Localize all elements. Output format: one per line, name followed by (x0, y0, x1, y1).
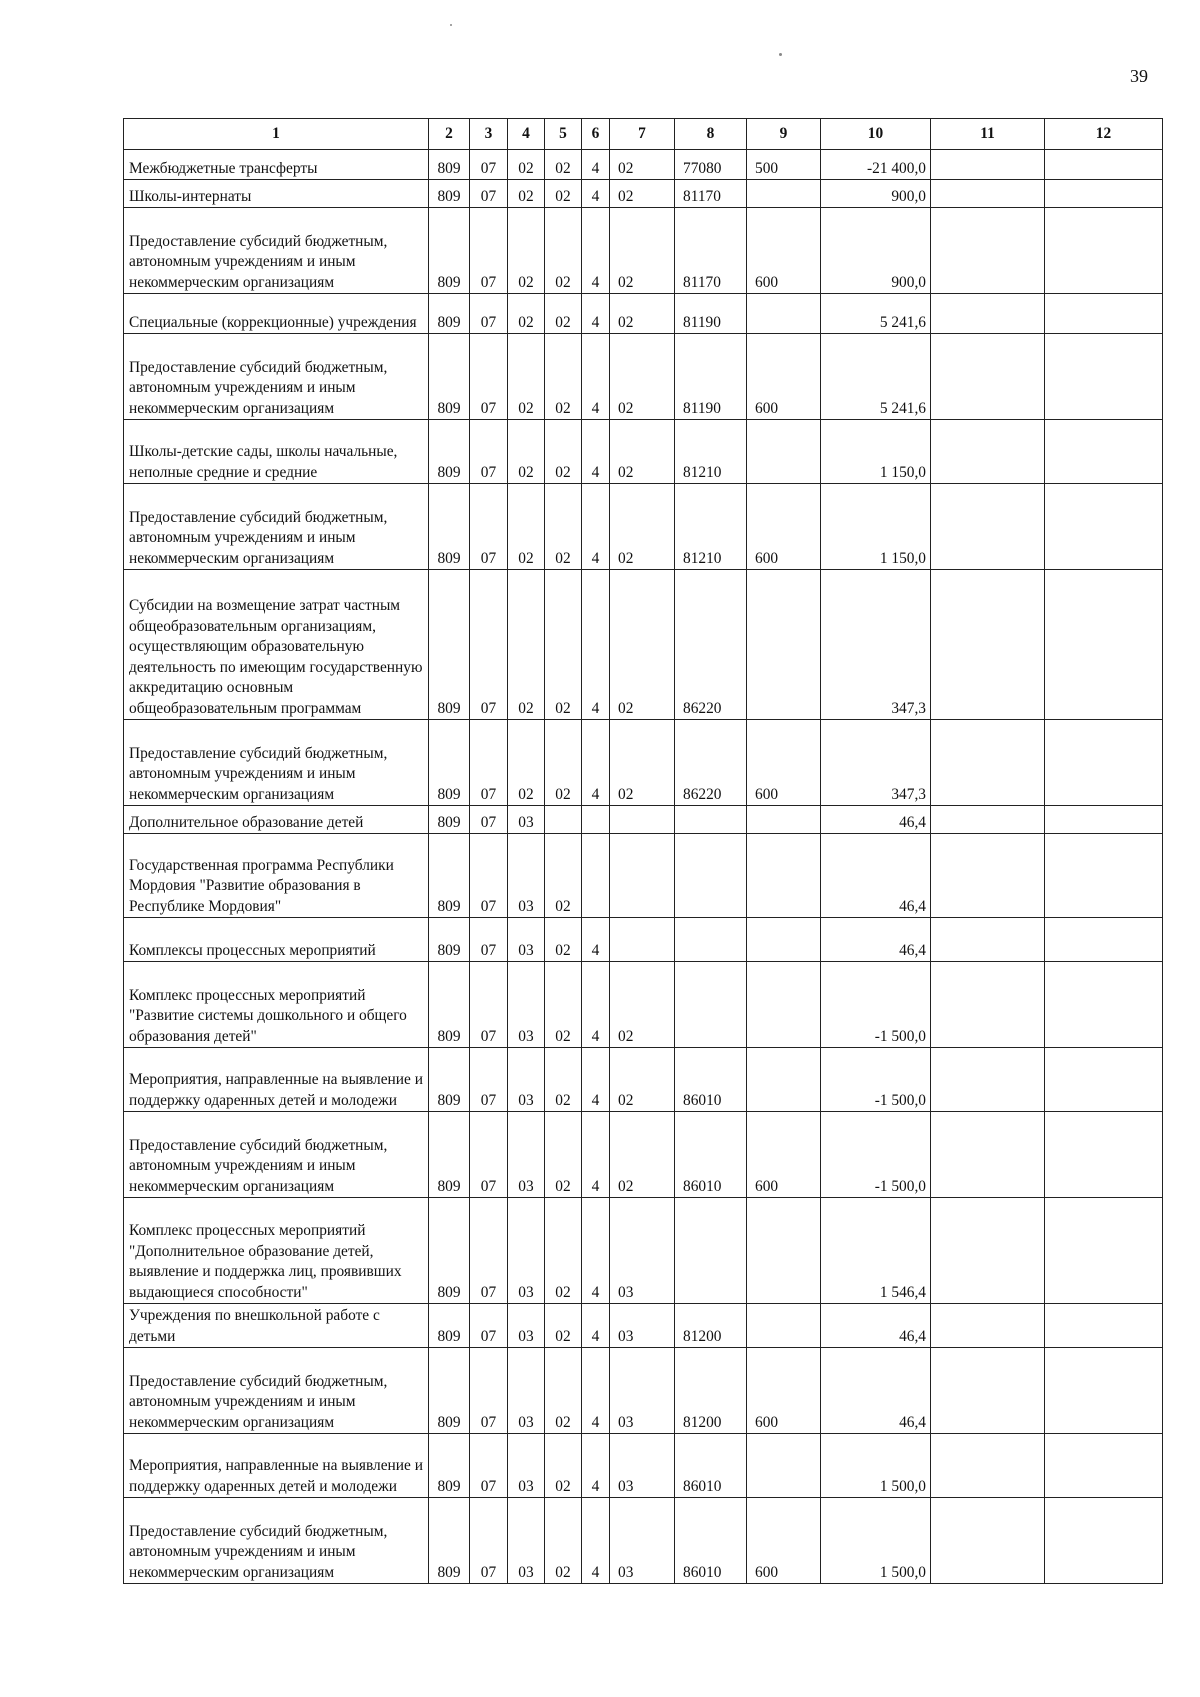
table-cell-col12 (1045, 294, 1163, 334)
table-cell-col7: 02 (610, 180, 675, 208)
row-name-cell: Школы-интернаты (124, 180, 429, 208)
table-cell-col11 (931, 420, 1045, 484)
table-row (124, 420, 1163, 484)
table-cell-col5: 02 (545, 208, 582, 294)
table-cell-col10: 46,4 (821, 918, 931, 962)
table-cell-col10: 46,4 (821, 1304, 931, 1348)
table-cell-col4: 03 (508, 1198, 545, 1304)
table-cell-col3: 07 (470, 180, 508, 208)
scan-speck (450, 24, 452, 26)
table-cell-col2: 809 (429, 208, 470, 294)
table-cell-col8: 77080 (675, 150, 747, 180)
table-cell-col2: 809 (429, 1434, 470, 1498)
table-cell-col9 (747, 1048, 821, 1112)
table-cell-col7: 02 (610, 1048, 675, 1112)
table-cell-col10: -1 500,0 (821, 962, 931, 1048)
row-name-cell: Межбюджетные трансферты (124, 150, 429, 180)
table-cell-col12 (1045, 484, 1163, 570)
table-cell-col2: 809 (429, 1304, 470, 1348)
table-cell-col10: 46,4 (821, 806, 931, 834)
table-cell-col12 (1045, 150, 1163, 180)
table-cell-col10: 1 150,0 (821, 484, 931, 570)
table-header-row (124, 119, 1163, 150)
table-cell-col6: 4 (582, 208, 610, 294)
table-cell-col3: 07 (470, 420, 508, 484)
table-row (124, 334, 1163, 420)
table-cell-col9 (747, 834, 821, 918)
table-cell-col5: 02 (545, 180, 582, 208)
row-name-cell: Субсидии на возмещение затрат частным общеобразовательным организациям, осуществляющим образовательную деятельность по имеющим государственную аккредитацию основным общеобразовательным программам (124, 570, 429, 720)
table-cell-col12 (1045, 720, 1163, 806)
table-cell-col8 (675, 918, 747, 962)
table-cell-col11 (931, 1434, 1045, 1498)
table-cell-col11 (931, 1198, 1045, 1304)
row-name-cell: Дополнительное образование детей (124, 806, 429, 834)
table-cell-col11 (931, 150, 1045, 180)
table-cell-col6: 4 (582, 1198, 610, 1304)
table-cell-col2: 809 (429, 1198, 470, 1304)
row-name-cell: Школы-детские сады, школы начальные, неполные средние и средние (124, 420, 429, 484)
table-cell-col5: 02 (545, 334, 582, 420)
table-cell-col11 (931, 806, 1045, 834)
row-name-cell: Комплекс процессных мероприятий "Развитие системы дошкольного и общего образования детей" (124, 962, 429, 1048)
table-cell-col10: 900,0 (821, 180, 931, 208)
table-cell-col11 (931, 834, 1045, 918)
table-cell-col8: 86010 (675, 1112, 747, 1198)
table-cell-col9 (747, 420, 821, 484)
table-cell-col12 (1045, 1048, 1163, 1112)
table-cell-col4: 02 (508, 208, 545, 294)
table-cell-col4: 03 (508, 1348, 545, 1434)
table-body (124, 150, 1163, 1584)
column-header: 2 (429, 119, 470, 150)
table-cell-col4: 03 (508, 918, 545, 962)
table-cell-col12 (1045, 1348, 1163, 1434)
row-name-cell: Учреждения по внешкольной работе с детьми (124, 1304, 429, 1348)
table-cell-col10: 46,4 (821, 1348, 931, 1434)
table-cell-col4: 03 (508, 806, 545, 834)
table-cell-col2: 809 (429, 570, 470, 720)
row-name-cell: Мероприятия, направленные на выявление и поддержку одаренных детей и молодежи (124, 1434, 429, 1498)
column-header: 6 (582, 119, 610, 150)
table-cell-col3: 07 (470, 1434, 508, 1498)
table-cell-col11 (931, 720, 1045, 806)
table-cell-col6: 4 (582, 962, 610, 1048)
table-cell-col7: 02 (610, 208, 675, 294)
table-cell-col4: 03 (508, 1048, 545, 1112)
column-header: 7 (610, 119, 675, 150)
table-cell-col6 (582, 806, 610, 834)
row-name-cell: Предоставление субсидий бюджетным, автономным учреждениям и иным некоммерческим организациям (124, 334, 429, 420)
table-cell-col8: 81190 (675, 334, 747, 420)
table-cell-col3: 07 (470, 484, 508, 570)
table-cell-col3: 07 (470, 1348, 508, 1434)
table-cell-col8 (675, 834, 747, 918)
table-cell-col8: 86220 (675, 720, 747, 806)
table-cell-col2: 809 (429, 834, 470, 918)
table-cell-col6: 4 (582, 1498, 610, 1584)
table-row (124, 150, 1163, 180)
table-cell-col9 (747, 962, 821, 1048)
table-cell-col2: 809 (429, 294, 470, 334)
table-cell-col7: 03 (610, 1348, 675, 1434)
table-cell-col10: -1 500,0 (821, 1048, 931, 1112)
table-cell-col5: 02 (545, 294, 582, 334)
table-cell-col6: 4 (582, 1348, 610, 1434)
table-cell-col5: 02 (545, 1434, 582, 1498)
table-cell-col12 (1045, 1112, 1163, 1198)
table-cell-col11 (931, 180, 1045, 208)
table-cell-col5: 02 (545, 1348, 582, 1434)
table-cell-col5: 02 (545, 1198, 582, 1304)
table-cell-col6: 4 (582, 294, 610, 334)
table-cell-col5: 02 (545, 962, 582, 1048)
table-cell-col6 (582, 834, 610, 918)
table-cell-col5: 02 (545, 1304, 582, 1348)
table-cell-col4: 02 (508, 180, 545, 208)
table-cell-col7: 02 (610, 420, 675, 484)
table-cell-col9: 600 (747, 720, 821, 806)
table-cell-col12 (1045, 1498, 1163, 1584)
table-cell-col12 (1045, 1434, 1163, 1498)
table-cell-col7 (610, 834, 675, 918)
table-cell-col5: 02 (545, 1498, 582, 1584)
table-cell-col9: 600 (747, 1498, 821, 1584)
table-cell-col9 (747, 918, 821, 962)
row-name-cell: Предоставление субсидий бюджетным, автономным учреждениям и иным некоммерческим организациям (124, 1498, 429, 1584)
column-header: 10 (821, 119, 931, 150)
table-cell-col12 (1045, 208, 1163, 294)
column-header: 11 (931, 119, 1045, 150)
table-cell-col12 (1045, 806, 1163, 834)
table-cell-col9 (747, 1434, 821, 1498)
table-cell-col8 (675, 806, 747, 834)
table-cell-col11 (931, 1348, 1045, 1434)
table-cell-col9 (747, 570, 821, 720)
table-cell-col3: 07 (470, 1304, 508, 1348)
table-cell-col11 (931, 1048, 1045, 1112)
table-cell-col7 (610, 918, 675, 962)
table-cell-col8: 81210 (675, 484, 747, 570)
table-cell-col7: 02 (610, 1112, 675, 1198)
table-cell-col9 (747, 806, 821, 834)
table-cell-col11 (931, 962, 1045, 1048)
table-cell-col6: 4 (582, 1048, 610, 1112)
table-row (124, 570, 1163, 720)
table-cell-col3: 07 (470, 1498, 508, 1584)
row-name-cell: Мероприятия, направленные на выявление и поддержку одаренных детей и молодежи (124, 1048, 429, 1112)
table-cell-col8: 86010 (675, 1434, 747, 1498)
table-cell-col10: -21 400,0 (821, 150, 931, 180)
table-cell-col4: 03 (508, 1498, 545, 1584)
table-cell-col2: 809 (429, 1348, 470, 1434)
table-row (124, 1434, 1163, 1498)
table-cell-col6: 4 (582, 484, 610, 570)
table-cell-col7: 02 (610, 334, 675, 420)
table-cell-col12 (1045, 962, 1163, 1048)
table-row (124, 834, 1163, 918)
row-name-cell: Предоставление субсидий бюджетным, автономным учреждениям и иным некоммерческим организациям (124, 484, 429, 570)
table-cell-col9 (747, 1198, 821, 1304)
table-cell-col8: 81210 (675, 420, 747, 484)
table-cell-col9: 600 (747, 334, 821, 420)
column-header: 3 (470, 119, 508, 150)
table-cell-col10: 1 500,0 (821, 1498, 931, 1584)
table-cell-col6: 4 (582, 150, 610, 180)
table-cell-col6: 4 (582, 1112, 610, 1198)
table-row (124, 1198, 1163, 1304)
table-cell-col9: 600 (747, 1112, 821, 1198)
table-cell-col3: 07 (470, 962, 508, 1048)
table-cell-col12 (1045, 918, 1163, 962)
column-header: 9 (747, 119, 821, 150)
table-cell-col3: 07 (470, 1048, 508, 1112)
row-name-cell: Предоставление субсидий бюджетным, автономным учреждениям и иным некоммерческим организациям (124, 1348, 429, 1434)
table-row (124, 294, 1163, 334)
table-cell-col5: 02 (545, 570, 582, 720)
table-cell-col4: 02 (508, 294, 545, 334)
table-cell-col6: 4 (582, 1434, 610, 1498)
row-name-cell: Специальные (коррекционные) учреждения (124, 294, 429, 334)
table-cell-col3: 07 (470, 918, 508, 962)
row-name-cell: Государственная программа Республики Мордовия "Развитие образования в Республике Мордовия" (124, 834, 429, 918)
table-cell-col9 (747, 180, 821, 208)
table-row (124, 208, 1163, 294)
table-cell-col11 (931, 1112, 1045, 1198)
table-cell-col6: 4 (582, 420, 610, 484)
table-row (124, 1348, 1163, 1434)
table-row (124, 806, 1163, 834)
table-cell-col7: 02 (610, 570, 675, 720)
table-cell-col2: 809 (429, 918, 470, 962)
table-cell-col10: 347,3 (821, 570, 931, 720)
table-cell-col10: 5 241,6 (821, 334, 931, 420)
table-row (124, 720, 1163, 806)
table-row (124, 1112, 1163, 1198)
table-cell-col8: 86220 (675, 570, 747, 720)
table-cell-col3: 07 (470, 806, 508, 834)
table-cell-col11 (931, 1498, 1045, 1584)
row-name-cell: Предоставление субсидий бюджетным, автономным учреждениям и иным некоммерческим организациям (124, 720, 429, 806)
table-cell-col7: 03 (610, 1434, 675, 1498)
table-cell-col9: 600 (747, 208, 821, 294)
table-row (124, 484, 1163, 570)
table-cell-col7 (610, 806, 675, 834)
table-cell-col8: 81200 (675, 1304, 747, 1348)
table-cell-col8: 81200 (675, 1348, 747, 1434)
table-cell-col12 (1045, 334, 1163, 420)
table-cell-col5: 02 (545, 1048, 582, 1112)
table-cell-col4: 03 (508, 962, 545, 1048)
budget-table (123, 118, 1163, 1584)
table-cell-col3: 07 (470, 294, 508, 334)
table-cell-col5: 02 (545, 1112, 582, 1198)
table-row (124, 1498, 1163, 1584)
column-header: 12 (1045, 119, 1163, 150)
table-cell-col8 (675, 1198, 747, 1304)
table-cell-col3: 07 (470, 834, 508, 918)
table-row (124, 962, 1163, 1048)
table-cell-col9: 500 (747, 150, 821, 180)
table-cell-col2: 809 (429, 1498, 470, 1584)
table-cell-col2: 809 (429, 420, 470, 484)
table-cell-col8: 81170 (675, 180, 747, 208)
table-cell-col11 (931, 918, 1045, 962)
table-cell-col10: 1 500,0 (821, 1434, 931, 1498)
table-row (124, 1048, 1163, 1112)
page-number: 39 (1130, 66, 1148, 86)
table-cell-col2: 809 (429, 150, 470, 180)
table-cell-col7: 02 (610, 484, 675, 570)
table-cell-col12 (1045, 180, 1163, 208)
table-cell-col9 (747, 1304, 821, 1348)
table-cell-col3: 07 (470, 208, 508, 294)
table-cell-col11 (931, 484, 1045, 570)
table-cell-col6: 4 (582, 1304, 610, 1348)
table-cell-col4: 02 (508, 334, 545, 420)
table-cell-col2: 809 (429, 720, 470, 806)
table-row (124, 180, 1163, 208)
table-cell-col6: 4 (582, 720, 610, 806)
table-cell-col7: 02 (610, 150, 675, 180)
table-cell-col10: 900,0 (821, 208, 931, 294)
table-cell-col8: 81190 (675, 294, 747, 334)
table-cell-col12 (1045, 570, 1163, 720)
table-cell-col2: 809 (429, 180, 470, 208)
table-cell-col4: 02 (508, 484, 545, 570)
table-row (124, 918, 1163, 962)
table-cell-col3: 07 (470, 334, 508, 420)
table-cell-col12 (1045, 834, 1163, 918)
table-cell-col12 (1045, 1304, 1163, 1348)
column-header: 8 (675, 119, 747, 150)
table-cell-col5: 02 (545, 420, 582, 484)
row-name-cell: Комплекс процессных мероприятий "Дополнительное образование детей, выявление и поддержка лиц, проявивших выдающиеся способности" (124, 1198, 429, 1304)
table-cell-col6: 4 (582, 918, 610, 962)
table-cell-col7: 02 (610, 962, 675, 1048)
table-cell-col11 (931, 334, 1045, 420)
column-header: 4 (508, 119, 545, 150)
table-cell-col11 (931, 1304, 1045, 1348)
row-name-cell: Предоставление субсидий бюджетным, автономным учреждениям и иным некоммерческим организациям (124, 1112, 429, 1198)
table-cell-col8: 86010 (675, 1048, 747, 1112)
table-cell-col4: 03 (508, 1304, 545, 1348)
table-cell-col2: 809 (429, 334, 470, 420)
scan-speck (779, 53, 782, 56)
table-cell-col11 (931, 208, 1045, 294)
table-cell-col4: 02 (508, 420, 545, 484)
table-cell-col3: 07 (470, 1112, 508, 1198)
table-cell-col5: 02 (545, 484, 582, 570)
table-cell-col3: 07 (470, 1198, 508, 1304)
table-cell-col9 (747, 294, 821, 334)
table-cell-col7: 02 (610, 294, 675, 334)
table-cell-col3: 07 (470, 720, 508, 806)
table-cell-col3: 07 (470, 570, 508, 720)
table-cell-col2: 809 (429, 484, 470, 570)
table-cell-col12 (1045, 1198, 1163, 1304)
table-cell-col10: 1 546,4 (821, 1198, 931, 1304)
column-header: 5 (545, 119, 582, 150)
table-cell-col6: 4 (582, 180, 610, 208)
table-cell-col4: 02 (508, 720, 545, 806)
table-cell-col4: 03 (508, 1434, 545, 1498)
table-cell-col6: 4 (582, 570, 610, 720)
table-cell-col3: 07 (470, 150, 508, 180)
table-cell-col10: 46,4 (821, 834, 931, 918)
table-cell-col2: 809 (429, 1112, 470, 1198)
row-name-cell: Комплексы процессных мероприятий (124, 918, 429, 962)
table-cell-col4: 02 (508, 150, 545, 180)
table-cell-col7: 02 (610, 720, 675, 806)
table-cell-col7: 03 (610, 1498, 675, 1584)
table-cell-col2: 809 (429, 962, 470, 1048)
table-cell-col5: 02 (545, 720, 582, 806)
table-cell-col9: 600 (747, 484, 821, 570)
table-cell-col11 (931, 570, 1045, 720)
table-cell-col5: 02 (545, 150, 582, 180)
table-cell-col10: 347,3 (821, 720, 931, 806)
table-cell-col5: 02 (545, 918, 582, 962)
table-cell-col4: 03 (508, 834, 545, 918)
table-cell-col2: 809 (429, 1048, 470, 1112)
table-cell-col6: 4 (582, 334, 610, 420)
table-cell-col9: 600 (747, 1348, 821, 1434)
table-cell-col11 (931, 294, 1045, 334)
table-cell-col10: 5 241,6 (821, 294, 931, 334)
table-cell-col10: 1 150,0 (821, 420, 931, 484)
table-cell-col8: 81170 (675, 208, 747, 294)
table-cell-col5 (545, 806, 582, 834)
table-cell-col8: 86010 (675, 1498, 747, 1584)
table-cell-col4: 02 (508, 570, 545, 720)
table-cell-col4: 03 (508, 1112, 545, 1198)
table-cell-col2: 809 (429, 806, 470, 834)
table-cell-col12 (1045, 420, 1163, 484)
table-cell-col7: 03 (610, 1304, 675, 1348)
table-cell-col10: -1 500,0 (821, 1112, 931, 1198)
column-header: 1 (124, 119, 429, 150)
row-name-cell: Предоставление субсидий бюджетным, автономным учреждениям и иным некоммерческим организациям (124, 208, 429, 294)
table-cell-col5: 02 (545, 834, 582, 918)
table-cell-col7: 03 (610, 1198, 675, 1304)
table-row (124, 1304, 1163, 1348)
table-cell-col8 (675, 962, 747, 1048)
